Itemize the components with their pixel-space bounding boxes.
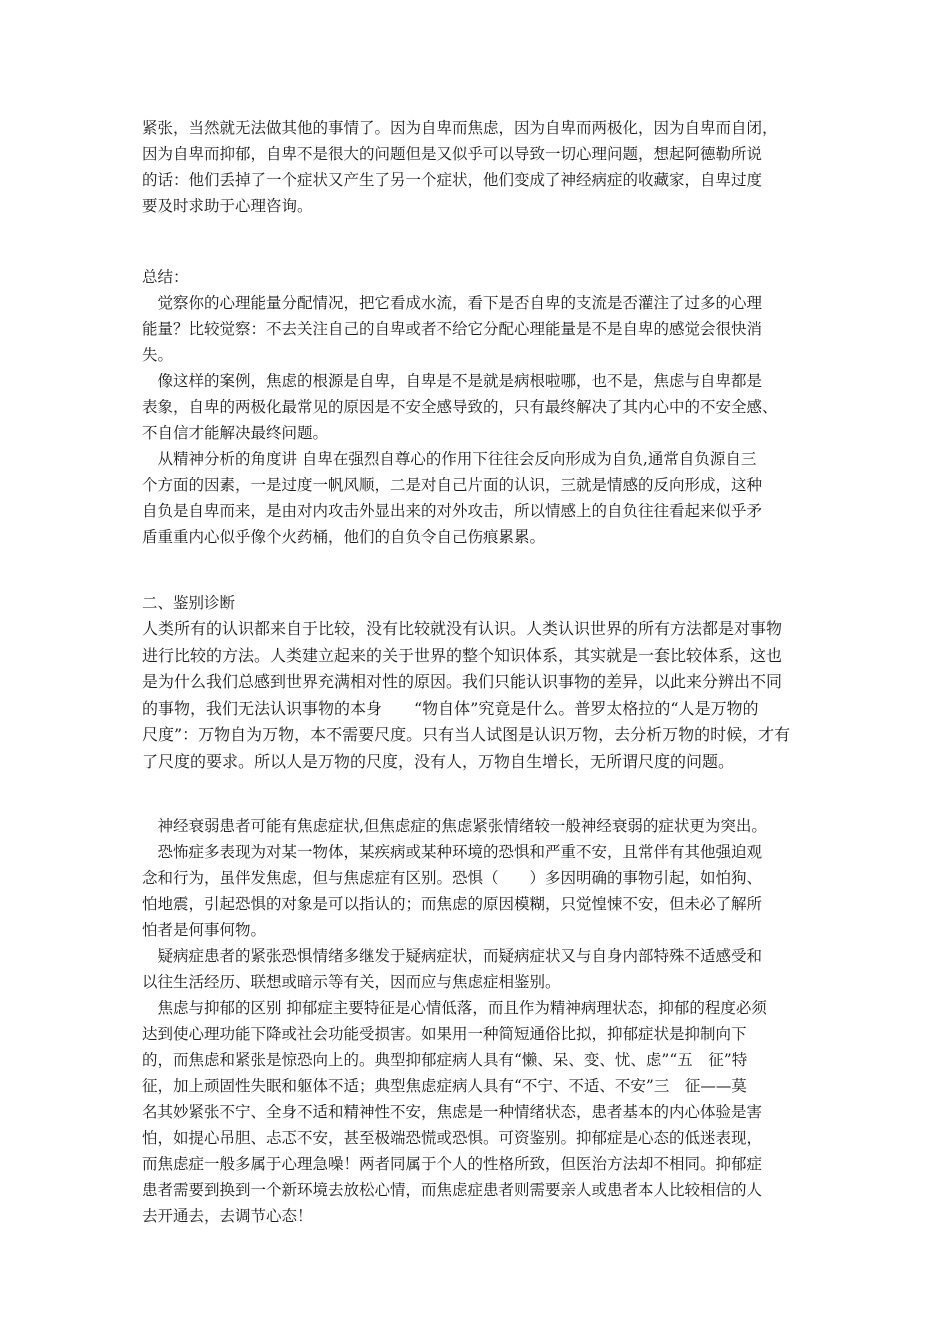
text-line: 恐怖症多表现为对某一物体，某疾病或某种环境的恐惧和严重不安，且常伴有其他强迫观 (142, 843, 763, 861)
summary-section (142, 290, 818, 550)
text-line: 怕，如提心吊胆、忐忑不安，甚至极端恐慌或恐惧。可资鉴别。抑郁症是心态的低迷表现， (142, 1129, 763, 1147)
text-line: 征，加上顽固性失眠和躯体不适；典型焦虑症病人具有“不宁、不适、不安”三 征——莫 (142, 1077, 747, 1095)
text-line: 不自信才能解决最终问题。 (142, 424, 329, 442)
text-line: 觉察你的心理能量分配情况，把它看成水流，看下是否自卑的支流是否灌注了过多的心理 (142, 294, 763, 312)
text-line: 个方面的因素，一是过度一帆风顺，二是对自己片面的认识，三就是情感的反向形成，这种 (142, 476, 763, 494)
text-line: 是为什么我们总感到世界充满相对性的原因。我们只能认识事物的差异，以此来分辨出不同 (142, 672, 783, 691)
text-line: 念和行为，虽伴发焦虑，但与焦虑症有区别。恐惧（ ）多因明确的事物引起，如怕狗、 (142, 869, 763, 887)
text-line: 达到使心理功能下降或社会功能受损害。如果用一种简短通俗比拟，抑郁症状是抑制向下 (142, 1025, 747, 1043)
text-line: 怕者是何事何物。 (142, 921, 267, 939)
text-line: 像这样的案例，焦虑的根源是自卑，自卑是不是就是病根啦哪，也不是，焦虑与自卑都是 (142, 372, 763, 390)
text-line: 人类所有的认识都来自于比较，没有比较就没有认识。人类认识世界的所有方法都是对事物 (142, 619, 783, 638)
text-line: 以往生活经历、联想或暗示等有关，因而应与焦虑症相鉴别。 (142, 973, 561, 991)
text-line: 的，而焦虑和紧张是惊恐向上的。典型抑郁症病人具有“懒、呆、变、忧、虑”“五 征”特 (142, 1051, 748, 1069)
section-heading: 二、鉴别诊断 (142, 594, 236, 612)
section2-heading (142, 590, 818, 616)
text-line: 了尺度的要求。所以人是万物的尺度，没有人，万物自生增长，无所谓尺度的问题。 (142, 751, 735, 771)
text-line: 能量？比较觉察：不去关注自己的自卑或者不给它分配心理能量是不是自卑的感觉会很快消 (142, 320, 763, 338)
text-line: 怕地震，引起恐惧的对象是可以指认的；而焦虑的原因模糊，只觉惶悚不安，但未必了解所 (142, 895, 763, 913)
text-line: 神经衰弱患者可能有焦虑症状,但焦虑症的焦虑紧张情绪较一般神经衰弱的症状更为突出。 (142, 817, 767, 835)
opening-paragraph (142, 115, 818, 219)
text-line: 疑病症患者的紧张恐惧情绪多继发于疑病症状，而疑病症状又与自身内部特殊不适感受和 (142, 947, 763, 965)
text-line: 焦虑与抑郁的区别 抑郁症主要特征是心情低落，而且作为精神病理状态，抑郁的程度必须 (142, 999, 767, 1017)
text-line: 的事物，我们无法认识事物的本身 “物自体”究竟是什么。普罗太格拉的“人是万物的 (142, 698, 759, 718)
text-line: 患者需要到换到一个新环境去放松心情，而焦虑症患者则需要亲人或患者本人比较相信的人 (142, 1181, 763, 1199)
text-line: 盾重重内心似乎像个火药桶，他们的自负令自己伤痕累累。 (142, 528, 546, 546)
text-line: 自负是自卑而来，是由对内攻击外显出来的对外攻击，所以情感上的自负往往看起来似乎矛 (142, 502, 763, 520)
text-line: 因为自卑而抑郁，自卑不是很大的问题但是又似乎可以导致一切心理问题，想起阿德勒所说 (142, 145, 763, 163)
text-line: 名其妙紧张不宁、全身不适和精神性不安，焦虑是一种情绪状态，患者基本的内心体验是害 (142, 1103, 763, 1121)
text-line: 去开通去，去调节心态！ (142, 1207, 313, 1225)
text-line: 而焦虑症一般多属于心理急噪！两者同属于个人的性格所致，但医治方法却不相同。抑郁症 (142, 1155, 763, 1173)
summary-heading (142, 264, 818, 290)
comparison-section (142, 813, 818, 1229)
section-heading: 总结： (142, 268, 189, 286)
differential-diagnosis-section (142, 616, 818, 775)
text-line: 表象，自卑的两极化最常见的原因是不安全感导致的，只有最终解决了其内心中的不安全感、 (142, 398, 778, 416)
text-line: 从精神分析的角度讲 自卑在强烈自尊心的作用下往往会反向形成为自负,通常自负源自三 (142, 450, 757, 468)
text-line: 进行比较的方法。人类建立起来的关于世界的整个知识体系，其实就是一套比较体系，这也 (142, 645, 783, 665)
text-line: 要及时求助于心理咨询。 (142, 197, 313, 215)
text-line: 失。 (142, 346, 174, 364)
text-line: 尺度”：万物自为万物，本不需要尺度。只有当人试图是认识万物，去分析万物的时候，才有 (142, 725, 791, 744)
text-line: 的话：他们丢掉了一个症状又产生了另一个症状，他们变成了神经病症的收藏家，自卑过度 (142, 171, 763, 189)
text-line: 紧张，当然就无法做其他的事情了。因为自卑而焦虑，因为自卑而两极化，因为自卑而自闭， (142, 119, 778, 137)
